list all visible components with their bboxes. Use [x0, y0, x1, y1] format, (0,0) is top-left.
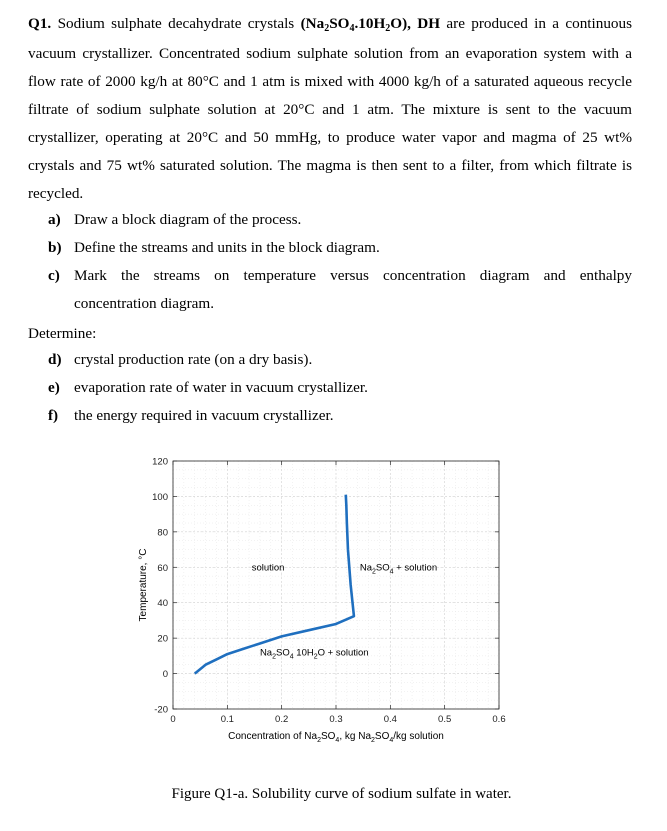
question-intro: Sodium sulphate decahydrate crystals	[57, 15, 295, 32]
document-page: Q1. Sodium sulphate decahydrate crystals (Na2SO4.10H2O), DH are produced in a continuous vacuum crystallizer. Concentrated sodium sulphate solution from an evaporation system with a flow rate of 2000 kg/h at 80°C and 1 atm is mixed with 4000 kg/h of a saturated aqueous recycle filtrate of sodium sulphate solution at 20°C and 1 atm. The mixture is sent to the vacuum crystallizer, operating at 20°C and 50 mmHg, to produce water vapor and magma of 25 wt% crystals and 75 wt% saturated solution. The magma is then sent to a filter, from which filtrate is recycled. a) Draw a block diagram of the process. b) Define the streams and units in the block diagram. c) Mark the streams on temperature versus concentration diagram and enthalpy concentration diagram. Determine: d) crystal production rate (on a dry basis). e) evaporation rate of water in vacuum crystallizer. f) the energy required in vacuum crystallizer. 0 0.1 0.2 0.3 0.4 0.5 0.6 -20 0 20 40 60 80 100 120 Concentration of $Na_2SO_4$, kg $Na_2SO_4/kg$ solution Temperature, °C solution $Na_2SO_4$ + solution $Na_2SO_4$ $10H_2O$ + solution Figure Q1-a. Solubility curve of sodium sulfate in water.	[0, 0, 667, 831]
y-tick-label: 60	[157, 562, 168, 574]
determine-heading: Determine:	[28, 325, 97, 342]
x-tick-label: 0.2	[275, 714, 289, 725]
x-tick-label: 0.6	[492, 714, 506, 725]
region-label-sulfate-solution: $Na_2SO_4$ + solution	[359, 562, 438, 576]
y-tick-label: 20	[157, 633, 168, 645]
x-axis-label: Concentration of $Na_2SO_4$, kg $Na_2SO_4/kg$ solution	[228, 731, 444, 744]
region-label-solution: solution	[251, 562, 285, 574]
question-number: Q1.	[28, 15, 52, 32]
question-body: are produced in a continuous vacuum crystallizer. Concentrated sodium sulphate solution from an evaporation system with a flow rate of 2000 kg/h at 80°C and 1 atm is mixed with 4000 kg/h of a saturated aqueous recycle filtrate of sodium sulphate solution at 20°C and 1 atm. The mixture is sent to the vacuum crystallizer, operating at 20°C and 50 mmHg, to produce water vapor and magma of 25 wt% crystals and 75 wt% saturated solution. The magma is then sent to a filter, from which filtrate is recycled.	[28, 15, 633, 202]
region-label-decahydrate-solution: $Na_2SO_4$ $10H_2O$ + solution	[259, 647, 369, 661]
y-tick-label: -20	[154, 704, 168, 716]
x-tick-label: 0.1	[220, 714, 234, 725]
x-tick-label: 0.4	[383, 714, 397, 725]
x-tick-label: 0.5	[438, 714, 452, 725]
x-tick-label: 0.3	[329, 714, 343, 725]
x-tick-label: 0	[170, 714, 176, 725]
formula-abbreviation: DH	[417, 15, 441, 32]
y-axis-label: Temperature, °C	[138, 548, 149, 622]
chemical-formula: (Na2SO4.10H2O),	[300, 15, 411, 34]
y-tick-label: 0	[162, 669, 168, 681]
y-tick-label: 40	[157, 598, 168, 610]
y-tick-label: 100	[152, 491, 168, 503]
y-tick-label: 80	[157, 527, 168, 539]
figure-caption: Figure Q1-a. Solubility curve of sodium sulfate in water.	[171, 786, 512, 802]
y-tick-label: 120	[152, 456, 168, 468]
